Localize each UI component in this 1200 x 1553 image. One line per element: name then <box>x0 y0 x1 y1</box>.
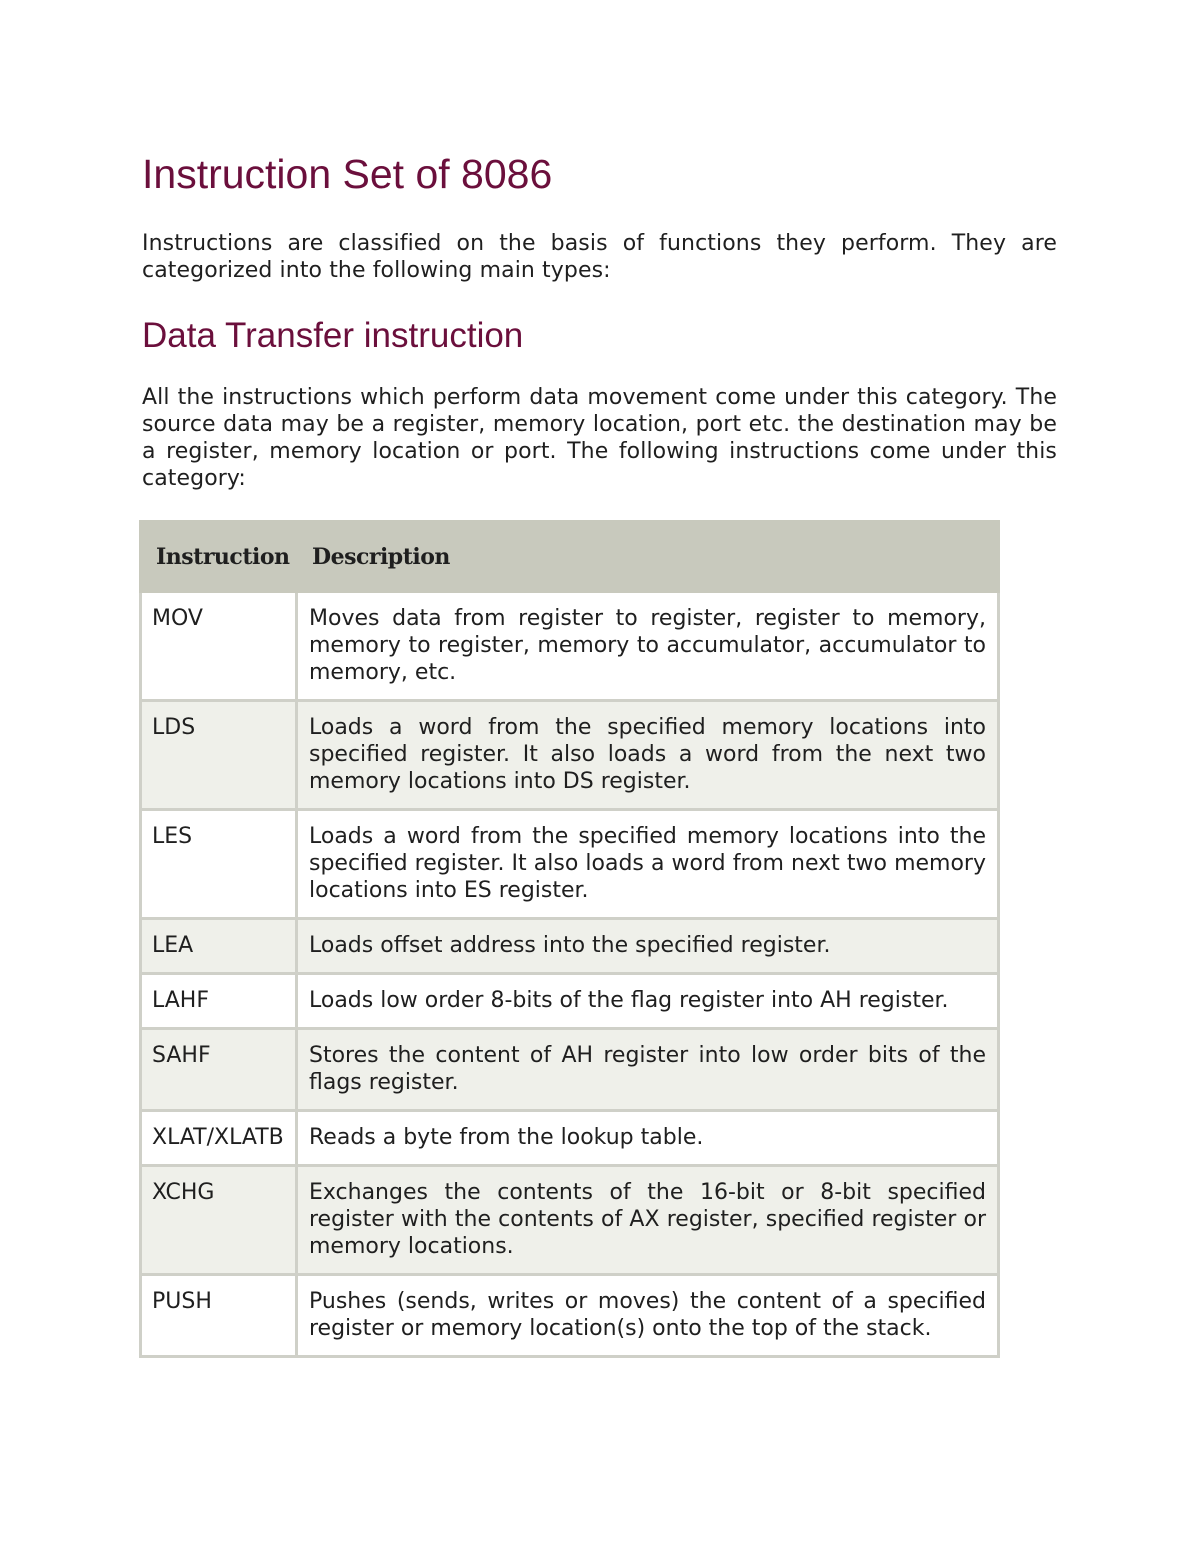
instruction-cell: LES <box>141 810 297 919</box>
table-row <box>141 810 999 919</box>
description-cell: Loads a word from the specified memory locations into the specified register. It also loads a word from next two memory locations into ES register. <box>297 810 999 919</box>
instruction-cell: MOV <box>141 592 297 701</box>
table-row <box>141 1275 999 1357</box>
description-cell: Reads a byte from the lookup table. <box>297 1111 999 1166</box>
description-cell: Moves data from register to register, register to memory, memory to register, memory to accumulator, accumulator to memory, etc. <box>297 592 999 701</box>
description-cell: Loads offset address into the specified register. <box>297 919 999 974</box>
section-paragraph: All the instructions which perform data movement come under this category. The source data may be a register, memory location, port etc. the destination may be a register, memory location or port. The following instructions come under this category: <box>142 385 1057 491</box>
description-cell: Exchanges the contents of the 16-bit or 8-bit specified register with the contents of AX register, specified register or memory locations. <box>297 1166 999 1275</box>
table-row <box>141 1029 999 1111</box>
instruction-cell: XLAT/XLATB <box>141 1111 297 1166</box>
table-row <box>141 919 999 974</box>
table-row <box>141 1111 999 1166</box>
instruction-cell: SAHF <box>141 1029 297 1111</box>
header-description: Description <box>297 522 999 592</box>
section-title: Data Transfer instruction <box>142 316 524 355</box>
table-row <box>141 974 999 1029</box>
description-cell: Loads a word from the specified memory locations into specified register. It also loads a word from the next two memory locations into DS register. <box>297 701 999 810</box>
instruction-cell: LAHF <box>141 974 297 1029</box>
table-header-row <box>141 522 999 592</box>
instruction-cell: LDS <box>141 701 297 810</box>
instruction-cell: PUSH <box>141 1275 297 1357</box>
description-cell: Pushes (sends, writes or moves) the content of a specified register or memory location(s) onto the top of the stack. <box>297 1275 999 1357</box>
instruction-table <box>139 520 1000 1358</box>
document-page <box>142 150 1057 1358</box>
intro-paragraph: Instructions are classified on the basis of functions they perform. They are categorized into the following main types: <box>142 231 1057 283</box>
description-cell: Stores the content of AH register into low order bits of the flags register. <box>297 1029 999 1111</box>
page-title: Instruction Set of 8086 <box>142 151 553 197</box>
table-row <box>141 701 999 810</box>
instruction-cell: XCHG <box>141 1166 297 1275</box>
instruction-cell: LEA <box>141 919 297 974</box>
table-row <box>141 1166 999 1275</box>
header-instruction: Instruction <box>141 522 297 592</box>
table-row <box>141 592 999 701</box>
description-cell: Loads low order 8-bits of the flag register into AH register. <box>297 974 999 1029</box>
